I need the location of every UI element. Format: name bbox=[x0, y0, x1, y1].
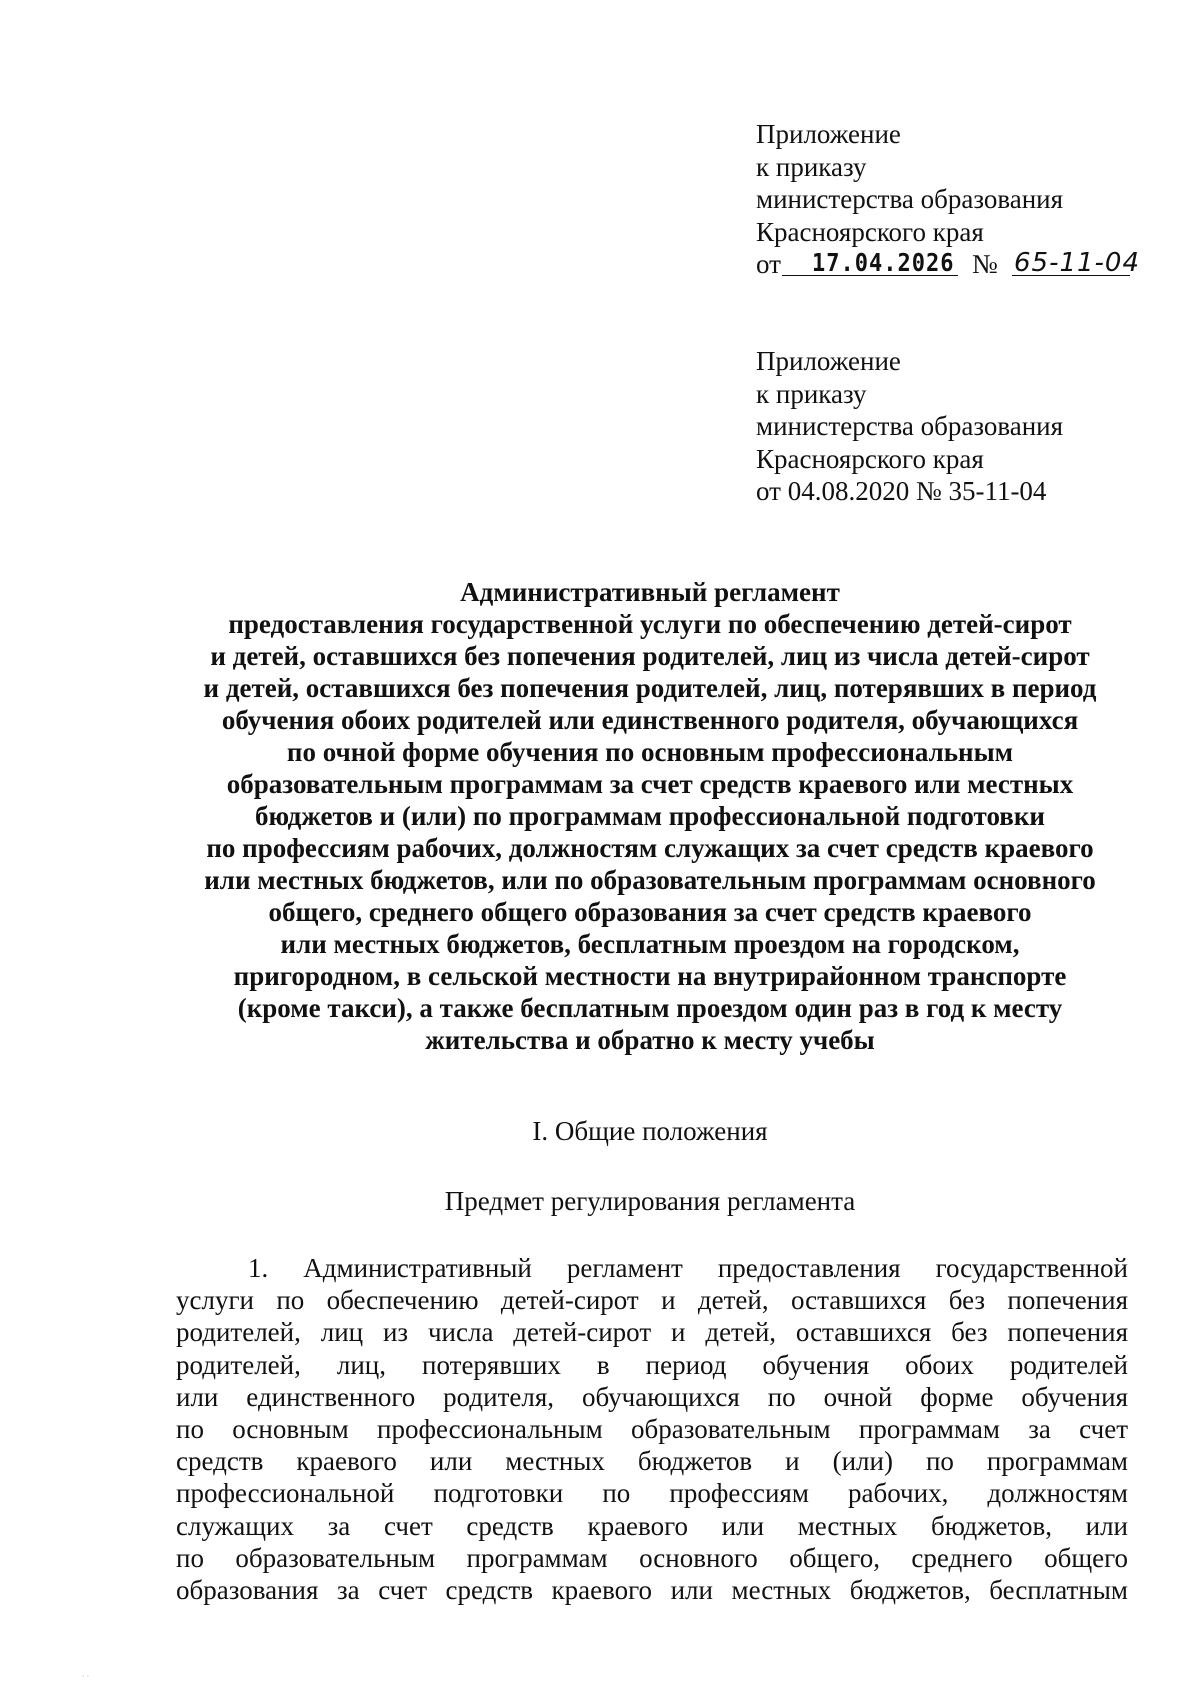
scan-artifact: · · bbox=[82, 1672, 90, 1681]
annex-label: Приложение bbox=[756, 119, 901, 149]
paragraph-line: услуги по обеспечению детей-сирот и детей, оставшихся без попечения bbox=[176, 1285, 1128, 1316]
subsection-heading: Предмет регулирования регламента bbox=[444, 1186, 856, 1216]
title-line: Административный регламент bbox=[460, 577, 840, 607]
order-number: 65-11-04 bbox=[1014, 248, 1141, 278]
annex-ministry: министерства образования bbox=[756, 411, 1064, 441]
title-line: образовательным программам за счет средств краевого или местных bbox=[226, 769, 1074, 799]
annex-order-ref: к приказу bbox=[756, 151, 867, 182]
annex-order-ref: к приказу bbox=[756, 378, 867, 409]
paragraph-line: по образовательным программам основного общего, среднего общего bbox=[176, 1542, 1128, 1573]
paragraph-line: 1. Административный регламент предоставления государственной bbox=[248, 1253, 1128, 1283]
paragraph-line: по основным профессиональным образовательным программам за счет bbox=[176, 1413, 1128, 1444]
title-line: обучения обоих родителей или единственного родителя, обучающихся bbox=[221, 705, 1079, 735]
title-line: общего, среднего общего образования за счет средств краевого bbox=[268, 897, 1032, 927]
paragraph-line: служащих за счет средств краевого или местных бюджетов, или bbox=[176, 1510, 1128, 1541]
title-line: бюджетов и (или) по программам профессиональной подготовки bbox=[255, 801, 1045, 831]
title-line: (кроме такси), а также бесплатным проездом один раз в год к месту bbox=[237, 993, 1063, 1023]
title-line: и детей, оставшихся без попечения родителей, лиц, потерявших в период bbox=[203, 673, 1097, 703]
title-line: по профессиям рабочих, должностям служащих за счет средств краевого bbox=[206, 833, 1094, 863]
title-line: и детей, оставшихся без попечения родителей, лиц из числа детей-сирот bbox=[210, 641, 1090, 671]
paragraph-line: или единственного родителя, обучающихся по очной форме обучения bbox=[176, 1381, 1128, 1412]
annex-ministry: министерства образования bbox=[756, 184, 1064, 214]
annex-original-header bbox=[756, 345, 1176, 508]
title-line: пригородном, в сельской местности на внутрирайонном транспорте bbox=[233, 961, 1067, 991]
title-line: по очной форме обучения по основным профессиональным bbox=[286, 737, 1014, 767]
annex-region: Красноярского края bbox=[756, 216, 984, 247]
annex-original-date-number: от 04.08.2020 № 35-11-04 bbox=[756, 476, 1047, 506]
paragraph-line: родителей, лиц, потерявших в период обучения обоих родителей bbox=[176, 1349, 1128, 1380]
annex-date-number-line bbox=[756, 248, 1176, 281]
title-line: или местных бюджетов, или по образовательным программам основного bbox=[204, 865, 1096, 895]
title-line: предоставления государственной услуги по обеспечению детей-сирот bbox=[228, 609, 1072, 639]
annex-region: Красноярского края bbox=[756, 443, 984, 474]
paragraph-line: образования за счет средств краевого или местных бюджетов, бесплатным bbox=[176, 1574, 1128, 1605]
title-line: или местных бюджетов, бесплатным проездом на городском, bbox=[280, 929, 1020, 959]
order-date: 17.04.2026 bbox=[812, 249, 955, 278]
document-title bbox=[160, 576, 1140, 1056]
section-heading: I. Общие положения bbox=[532, 1116, 768, 1146]
title-line: жительства и обратно к месту учебы bbox=[425, 1025, 875, 1055]
paragraph-line: средств краевого или местных бюджетов и (или) по программам bbox=[176, 1446, 1128, 1477]
paragraph-line: профессиональной подготовки по профессиям рабочих, должностям bbox=[176, 1478, 1128, 1509]
number-prefix: № bbox=[972, 249, 998, 279]
annex-current-header bbox=[756, 118, 1176, 281]
date-prefix: от bbox=[756, 249, 781, 279]
paragraph-1 bbox=[176, 1252, 1128, 1606]
annex-label: Приложение bbox=[756, 346, 901, 376]
paragraph-line: родителей, лиц из числа детей-сирот и детей, оставшихся без попечения bbox=[176, 1317, 1128, 1348]
